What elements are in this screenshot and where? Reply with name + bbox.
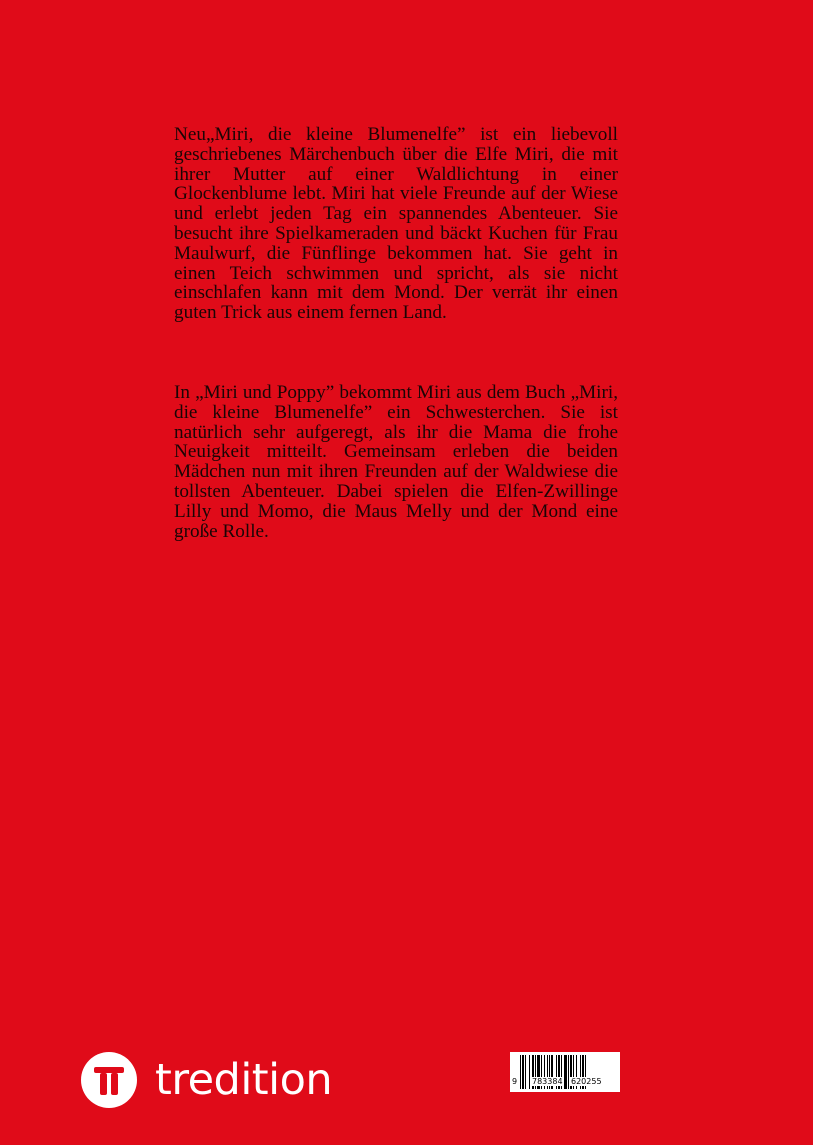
barcode-bar — [525, 1055, 526, 1089]
publisher-name: tredition — [155, 1055, 333, 1105]
tredition-t-logo-icon — [81, 1052, 137, 1108]
barcode-digit-lead: 9 — [512, 1077, 518, 1086]
barcode-bar — [520, 1055, 521, 1089]
barcode-bar — [564, 1055, 567, 1089]
isbn-barcode — [510, 1052, 620, 1092]
barcode-digits-right: 620255 — [571, 1077, 602, 1086]
barcode-digits-left: 783384 — [532, 1077, 563, 1086]
blurb-paragraph-1: Neu„Miri, die kleine Blumenelfe” ist ein liebevoll geschriebenes Märchenbuch über die Elfe Miri, die mit ihrer Mutter auf einer Waldlichtung in einer Glockenblume lebt. Miri hat viele Freunde auf der Wiese und erlebt jeden Tag ein spannendes Abenteuer. Sie besucht ihre Spielkameraden und bäckt Kuchen für Frau Maulwurf, die Fünflinge bekommen hat. Sie geht in einen Teich schwimmen und spricht, als sie nicht einschlafen kann mit dem Mond. Der verrät ihr einen guten Trick aus einem fernen Land. — [174, 124, 618, 324]
barcode-bar — [529, 1055, 530, 1089]
barcode-bar — [522, 1055, 524, 1089]
blurb-paragraph-2: In „Miri und Poppy” bekommt Miri aus dem Buch „Miri, die kleine Blumenelfe” ein Schwesterchen. Sie ist natürlich sehr aufgeregt, als ihr die Mama die frohe Neuigkeit mitteilt. Gemeinsam erleben die beiden Mädchen nun mit ihren Freunden auf der Waldwiese die tollsten Abenteuer. Dabei spielen die Elfen-Zwillinge Lilly und Momo, die Maus Melly und der Mond eine große Rolle. — [174, 382, 618, 542]
barcode-bars — [510, 1052, 620, 1092]
publisher-logo — [81, 1052, 332, 1108]
barcode-bar — [568, 1055, 569, 1089]
